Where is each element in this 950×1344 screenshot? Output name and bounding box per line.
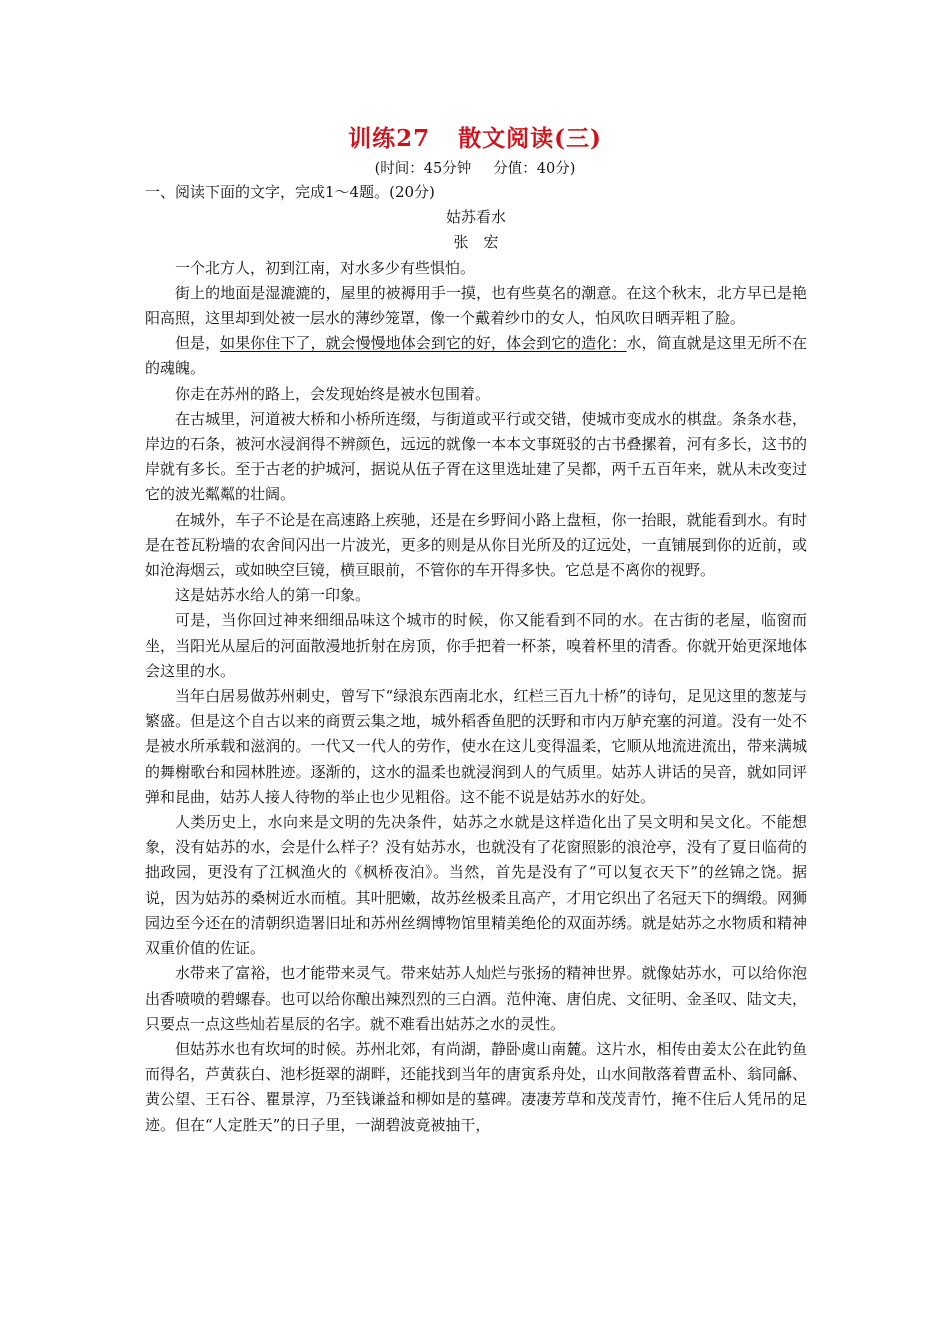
page-title (0, 120, 950, 153)
paragraph-3 (145, 331, 807, 381)
article-title: 姑苏看水 (445, 208, 506, 227)
paragraph-1: 一个北方人，初到江南，对水多少有些惧怕。 (175, 258, 476, 277)
paragraph-11: 水带来了富裕，也才能带来灵气。带来姑苏人灿烂与张扬的精神世界。就像姑苏水，可以给你泡出香喷喷的碧螺春。也可以给你酿出辣烈烈的三白酒。范仲淹、唐伯虎、文征明、金圣叹、陆文夫，只要点一点这些灿若星辰的名字。就不难看出姑苏之水的灵性。 (145, 964, 807, 1033)
paragraph-7: 这是姑苏水给人的第一印象。 (175, 586, 371, 605)
paragraph-4: 你走在苏州的路上，会发现始终是被水包围着。 (175, 384, 491, 403)
underlined-sentence: 如果你住下了，就会慢慢地体会到它的好，体会到它的造化： (220, 334, 627, 353)
paragraph-10: 人类历史上，水向来是文明的先决条件，姑苏之水就是这样造化出了吴文明和吴文化。不能想象，没有姑苏的水，会是什么样子？没有姑苏水，也就没有了花窗照影的浪沧亭，没有了夏日临荷的拙政园，更没有了江枫渔火的《枫桥夜泊》。当然，首先是没有了“可以复衣天下”的丝锦之饶。据说，因为姑苏的桑树近水而植。其叶肥嫩，故苏丝极柔且高产，才用它织出了名冠天下的绸缎。网狮园边至今还在的清朝织造署旧址和苏州丝绸博物馆里精美绝伦的双面苏绣。就是姑苏之水物质和精神双重价值的佐证。 (145, 813, 807, 958)
paragraph-5: 在古城里，河道被大桥和小桥所连缀，与街道或平行或交错，使城市变成水的棋盘。条条水巷，岸边的石条，被河水浸润得不辨颜色，远远的就像一本本文事斑驳的古书叠摞着，河有多长，这书的岸就有多长。至于古老的护城河，据说从伍子胥在这里选址建了吴都，两千五百年来，就从未改变过它的波光粼粼的壮阔。 (145, 409, 807, 504)
paragraph-8: 可是，当你回过神来细细品味这个城市的时候，你又能看到不同的水。在古街的老屋，临窗而坐，当阳光从屋后的河面散漫地折射在房顶，你手把着一杯茶，嗅着杯里的清香。你就开始更深地体会这里的水。 (145, 611, 807, 680)
title-sub: 散文阅读(三) (458, 125, 602, 152)
time-limit: (时间：45分钟 (374, 161, 472, 177)
section-instruction: 一、阅读下面的文字，完成1～4题。(20分) (145, 183, 435, 201)
time-score-line (0, 157, 950, 178)
paragraph-3-lead: 但是， (175, 334, 221, 353)
score-total: 分值：40分) (493, 161, 576, 177)
paragraph-2: 街上的地面是湿漉漉的，屋里的被褥用手一摸，也有些莫名的潮意。在这个秋末，北方早已是艳阳高照，这里却到处被一层水的薄纱笼罩，像一个戴着纱巾的女人，怕风吹日晒弄粗了脸。 (145, 283, 807, 328)
article-author: 张 宏 (453, 233, 499, 252)
document-body (145, 180, 807, 1138)
paragraph-9: 当年白居易做苏州刺史，曾写下“绿浪东西南北水，红栏三百九十桥”的诗句，足见这里的葱茏与繁盛。但是这个自古以来的商贾云集之地，城外稻香鱼肥的沃野和市内万舻充塞的河道。没有一处不是被水所承载和滋润的。一代又一代人的劳作，使水在这儿变得温柔，它顺从地流进流出，带来满城的舞榭歌台和园林胜迹。逐渐的，这水的温柔也就浸润到人的气质里。姑苏人讲话的吴音，就如同评弹和昆曲，姑苏人接人待物的举止也少见粗俗。这不能不说是姑苏水的好处。 (145, 687, 807, 806)
paragraph-6: 在城外，车子不论是在高速路上疾驰，还是在乡野间小路上盘桓，你一抬眼，就能看到水。有时是在苍瓦粉墙的农舍间闪出一片波光，更多的则是从你目光所及的辽远处，一直铺展到你的近前，或如沧海烟云，或如映空巨镜，横亘眼前，不管你的车开得多快。它总是不离你的视野。 (145, 510, 807, 580)
title-main: 训练27 (348, 125, 431, 152)
paragraph-3-rest: 水，简直就是这里无所不在的魂魄。 (145, 334, 807, 378)
paragraph-12: 但姑苏水也有坎坷的时候。苏州北郊，有尚湖，静卧虞山南麓。这片水，相传由姜太公在此钓鱼而得名，芦黄荻白、池杉挺翠的湖畔，还能找到当年的唐寅系舟处，山水间散落着曹孟朴、翁同龢、黄公望、王石谷、瞿景淳，乃至钱谦益和柳如是的墓碑。凄凄芳草和茂茂青竹，掩不住后人凭吊的足迹。但在“人定胜天”的日子里，一湖碧波竟被抽干， (145, 1039, 807, 1134)
